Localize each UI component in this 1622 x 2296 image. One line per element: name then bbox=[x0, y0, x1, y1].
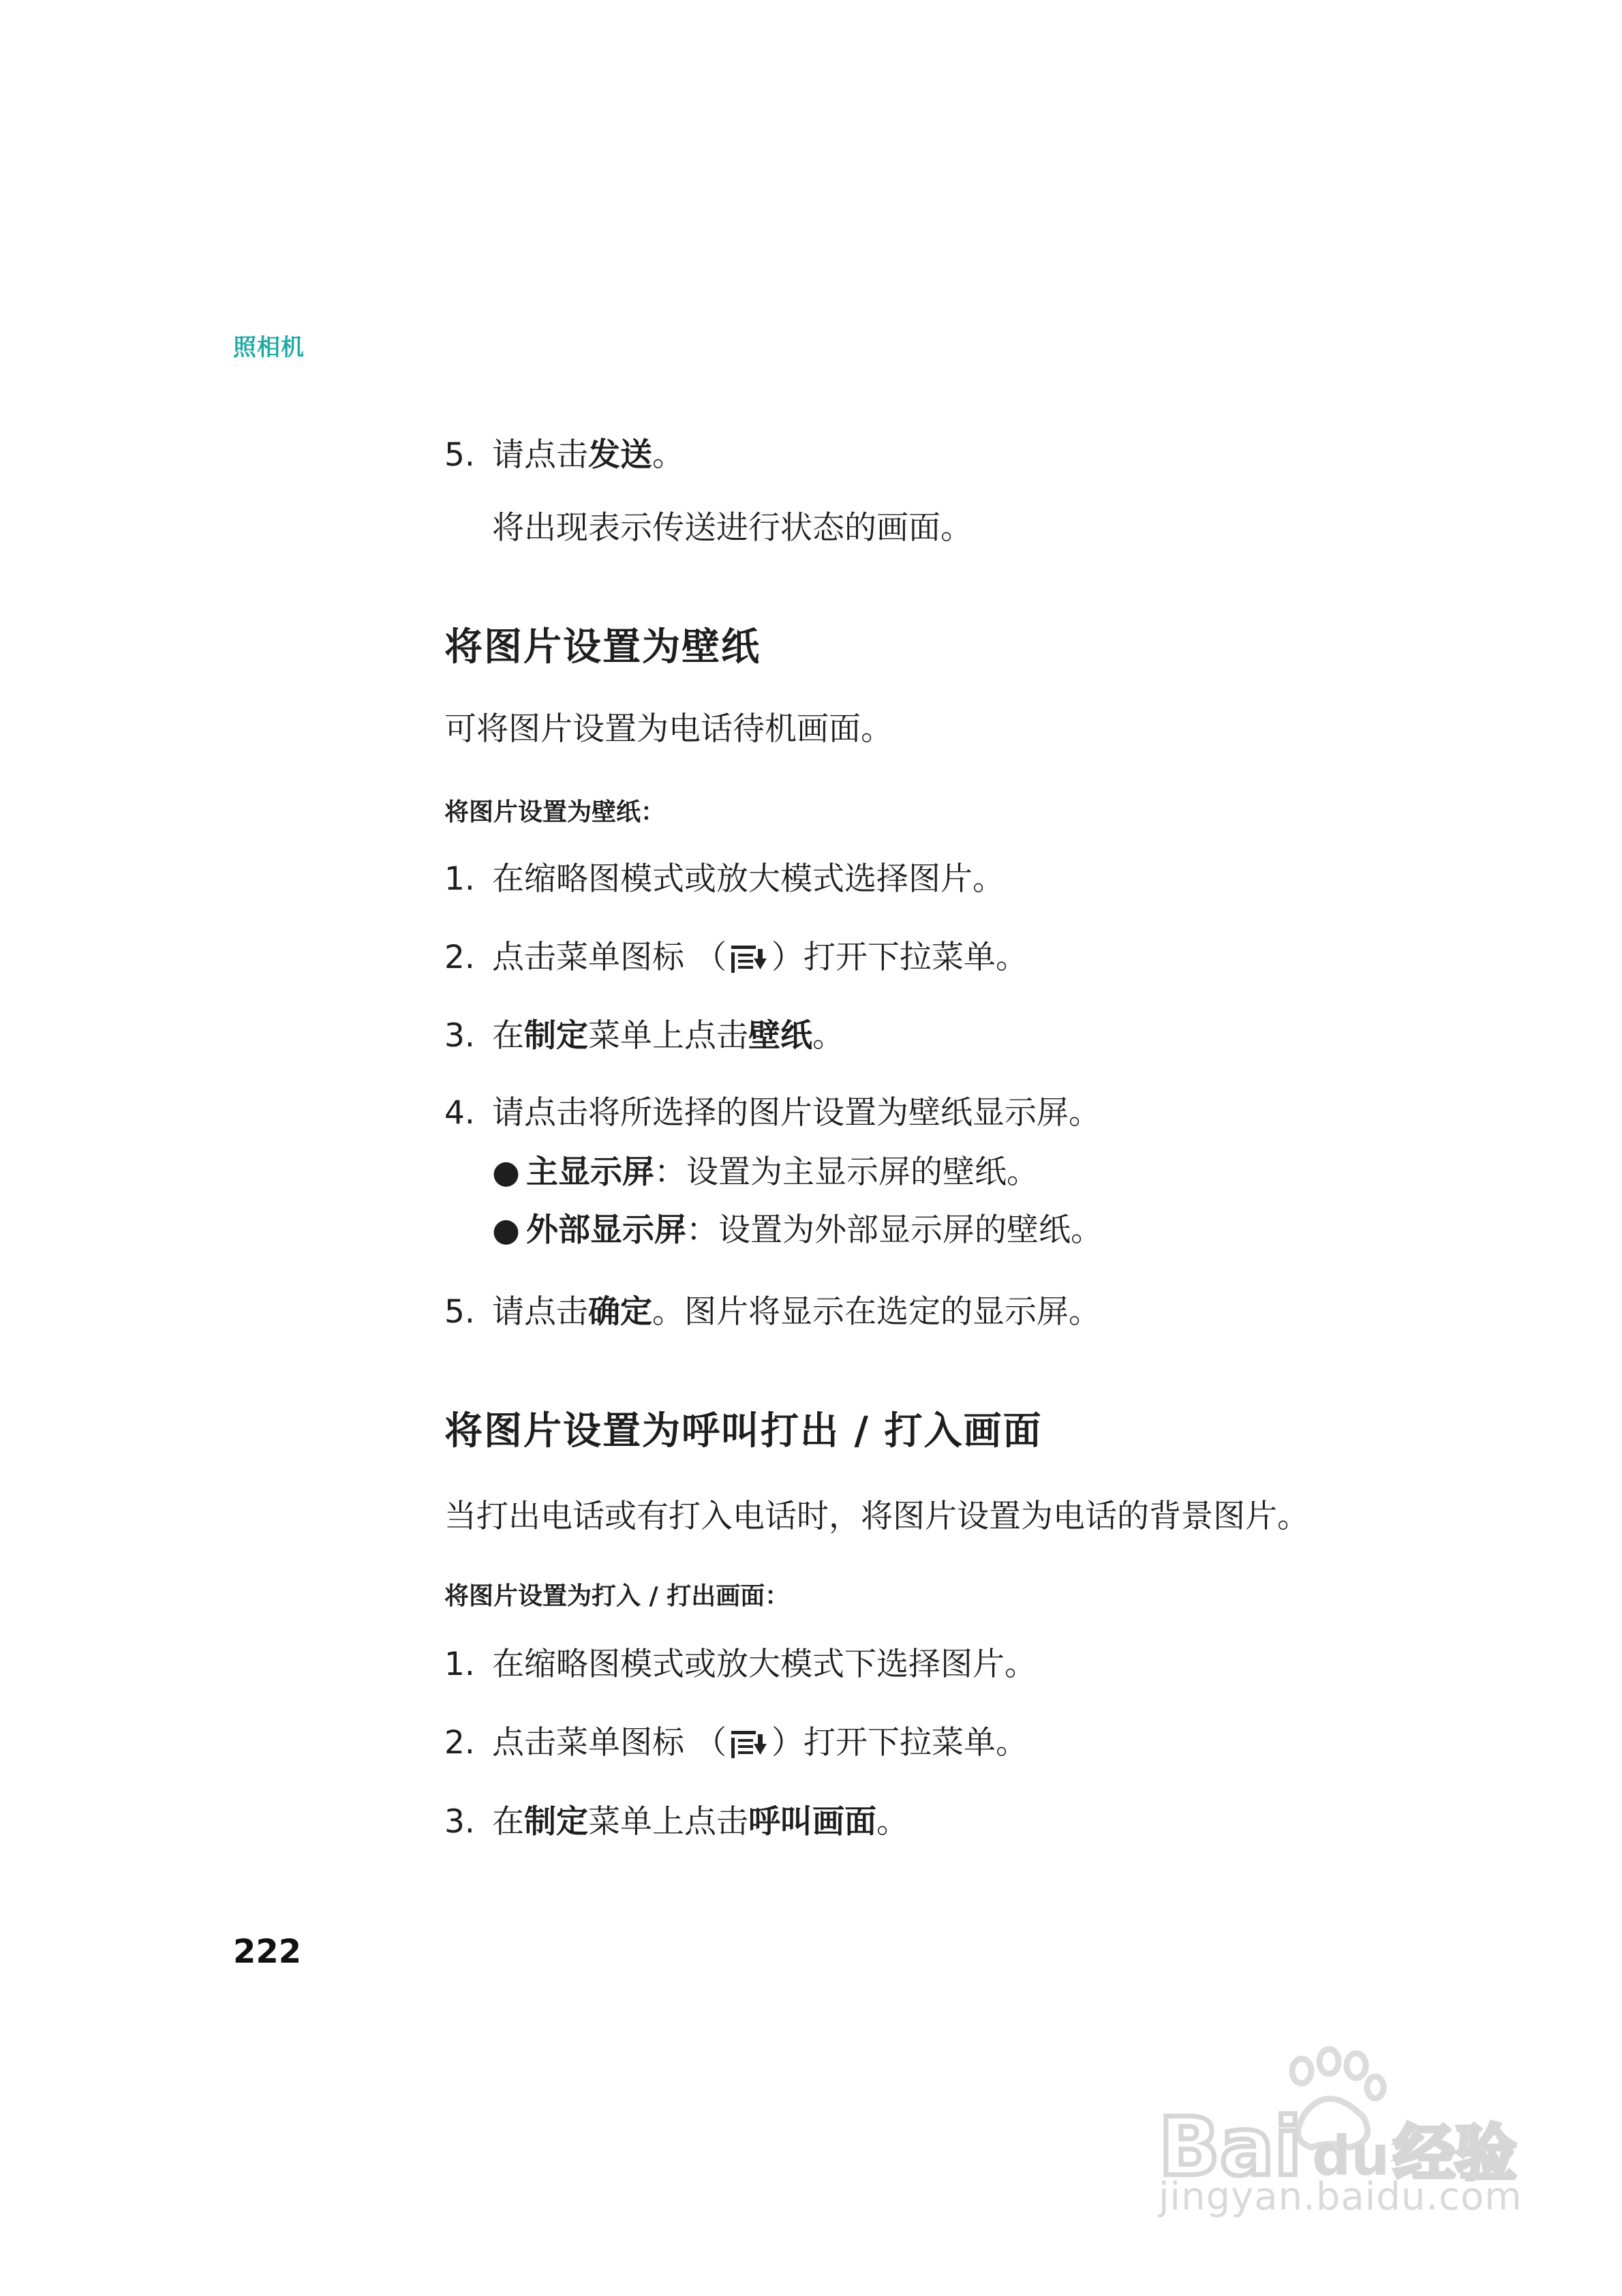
step-number: 2. bbox=[444, 1724, 475, 1762]
bullet-main-display bbox=[492, 1152, 1039, 1193]
wallpaper-step-3 bbox=[444, 1016, 844, 1057]
call-screen-subtitle: 将图片设置为打入 / 打出画面： bbox=[444, 1582, 790, 1610]
confirm-term: 确定 bbox=[588, 1293, 652, 1331]
step-text-end: 。 bbox=[812, 1017, 844, 1055]
step-number: 3. bbox=[444, 1017, 475, 1055]
step-text: 点击菜单图标 （ bbox=[492, 939, 726, 976]
step-text: 在 bbox=[492, 1017, 524, 1055]
step-text-end: 。图片将显示在选定的显示屏。 bbox=[652, 1293, 1101, 1331]
bullet-dot: ● bbox=[492, 1211, 521, 1249]
wallpaper-subtitle: 将图片设置为壁纸： bbox=[444, 798, 666, 826]
wallpaper-heading: 将图片设置为壁纸 bbox=[444, 625, 761, 669]
bullet-term: 主显示屏 bbox=[526, 1153, 654, 1191]
bullet-dot: ● bbox=[492, 1153, 521, 1191]
baidu-watermark-logo bbox=[1159, 2045, 1540, 2184]
watermark-url: jingyan.baidu.com bbox=[1159, 2175, 1522, 2219]
step-number: 4. bbox=[444, 1094, 475, 1132]
wallpaper-step-5 bbox=[444, 1292, 1101, 1333]
wallpaper-step-2 bbox=[444, 937, 1028, 985]
step-text: 点击菜单图标 （ bbox=[492, 1724, 726, 1762]
bullet-external-display bbox=[492, 1210, 1103, 1251]
step-number: 3. bbox=[444, 1803, 475, 1841]
call-step-3 bbox=[444, 1802, 908, 1843]
section-label: 照相机 bbox=[233, 334, 305, 361]
wallpaper-step-4 bbox=[444, 1093, 1101, 1134]
step-5-send bbox=[444, 435, 684, 476]
step-number: 1. bbox=[444, 860, 475, 898]
svg-text:Bai: Bai bbox=[1159, 2100, 1302, 2181]
svg-text:du: du bbox=[1312, 2124, 1390, 2181]
step-text-end: ）打开下拉菜单。 bbox=[771, 939, 1028, 976]
customize-term: 制定 bbox=[524, 1017, 588, 1055]
call-screen-term: 呼叫画面 bbox=[748, 1803, 876, 1841]
step-text-end: ）打开下拉菜单。 bbox=[771, 1724, 1028, 1762]
menu-dropdown-icon bbox=[729, 942, 769, 985]
call-step-2 bbox=[444, 1723, 1028, 1770]
bullet-text: ：设置为主显示屏的壁纸。 bbox=[654, 1153, 1039, 1191]
call-screen-heading: 将图片设置为呼叫打出 / 打入画面 bbox=[444, 1409, 1043, 1453]
call-step-1 bbox=[444, 1644, 1037, 1685]
call-screen-intro: 当打出电话或有打入电话时，将图片设置为电话的背景图片。 bbox=[444, 1498, 1309, 1535]
step-text: 请点击 bbox=[492, 436, 588, 474]
step-text-end: 。 bbox=[876, 1803, 908, 1841]
step-5-note: 将出现表示传送进行状态的画面。 bbox=[492, 509, 973, 547]
wallpaper-term: 壁纸 bbox=[748, 1017, 812, 1055]
step-text: 请点击将所选择的图片设置为壁纸显示屏。 bbox=[492, 1094, 1101, 1132]
svg-text:经验: 经验 bbox=[1394, 2118, 1516, 2181]
step-text-end: 。 bbox=[652, 436, 684, 474]
wallpaper-step-1 bbox=[444, 859, 1005, 900]
step-number: 5. bbox=[444, 1293, 475, 1331]
bullet-text: ：设置为外部显示屏的壁纸。 bbox=[686, 1211, 1103, 1249]
step-text: 在 bbox=[492, 1803, 524, 1841]
step-text-mid: 菜单上点击 bbox=[588, 1803, 748, 1841]
menu-dropdown-icon bbox=[729, 1727, 769, 1770]
step-text: 请点击 bbox=[492, 1293, 588, 1331]
step-text: 在缩略图模式或放大模式选择图片。 bbox=[492, 860, 1005, 898]
step-text-mid: 菜单上点击 bbox=[588, 1017, 748, 1055]
step-text: 在缩略图模式或放大模式下选择图片。 bbox=[492, 1646, 1037, 1683]
wallpaper-intro: 可将图片设置为电话待机画面。 bbox=[444, 710, 893, 748]
customize-term: 制定 bbox=[524, 1803, 588, 1841]
page-number: 222 bbox=[233, 1933, 302, 1971]
step-number: 5. bbox=[444, 436, 475, 474]
send-term: 发送 bbox=[588, 436, 652, 474]
step-number: 2. bbox=[444, 939, 475, 976]
bullet-term: 外部显示屏 bbox=[526, 1211, 686, 1249]
step-number: 1. bbox=[444, 1646, 475, 1683]
